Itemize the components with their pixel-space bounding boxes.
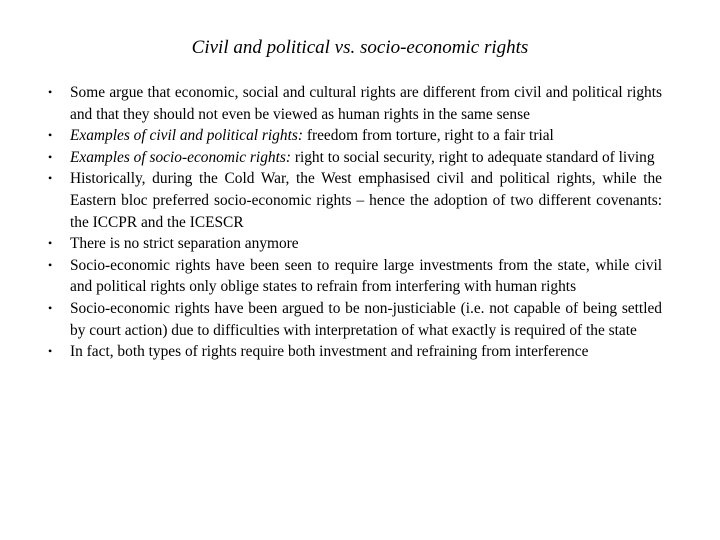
bullet-item xyxy=(48,298,662,341)
bullet-text: freedom from torture, right to a fair trial xyxy=(302,127,554,145)
bullet-item xyxy=(48,255,662,298)
bullet-icon: • xyxy=(48,344,53,359)
bullet-prefix: Examples of socio-economic rights: xyxy=(70,148,291,166)
bullet-item xyxy=(48,147,662,169)
bullet-text: right to social security, right to adequate standard of living xyxy=(290,148,655,166)
bullet-text: In fact, both types of rights require both investment and refraining from interference xyxy=(70,343,589,361)
bullet-icon: • xyxy=(48,257,53,272)
bullet-icon: • xyxy=(48,128,53,143)
bullet-text: Socio-economic rights have been seen to require large investments from the state, while civil and political rights only oblige states to refrain from interfering with human rights xyxy=(70,256,662,296)
bullet-icon: • xyxy=(48,85,53,99)
bullet-item xyxy=(48,125,662,147)
bullet-icon: • xyxy=(48,236,53,251)
bullet-item xyxy=(48,341,662,363)
bullet-text: Socio-economic rights have been argued to be non-justiciable (i.e. not capable of being settled by court action) due to difficulties with interpretation of what exactly is required of the state xyxy=(70,299,662,339)
bullet-icon: • xyxy=(48,171,53,186)
bullet-text: Historically, during the Cold War, the West emphasised civil and political rights, while the Eastern bloc preferred socio-economic rights – hence the adoption of two different covenants: the ICCPR and the ICESCR xyxy=(70,170,662,231)
bullet-icon: • xyxy=(48,149,53,164)
slide-title: Civil and political vs. socio-economic rights xyxy=(191,37,529,58)
bullet-text: There is no strict separation anymore xyxy=(70,235,299,253)
bullet-item xyxy=(48,168,662,233)
bullet-item xyxy=(48,233,662,255)
bullet-icon: • xyxy=(48,300,53,315)
bullet-text: Some argue that economic, social and cultural rights are different from civil and political rights and that they should not even be viewed as human rights in the same sense xyxy=(70,84,662,123)
bullet-item xyxy=(48,82,662,125)
bullet-prefix: Examples of civil and political rights: xyxy=(70,127,303,145)
bullet-list xyxy=(48,82,662,363)
